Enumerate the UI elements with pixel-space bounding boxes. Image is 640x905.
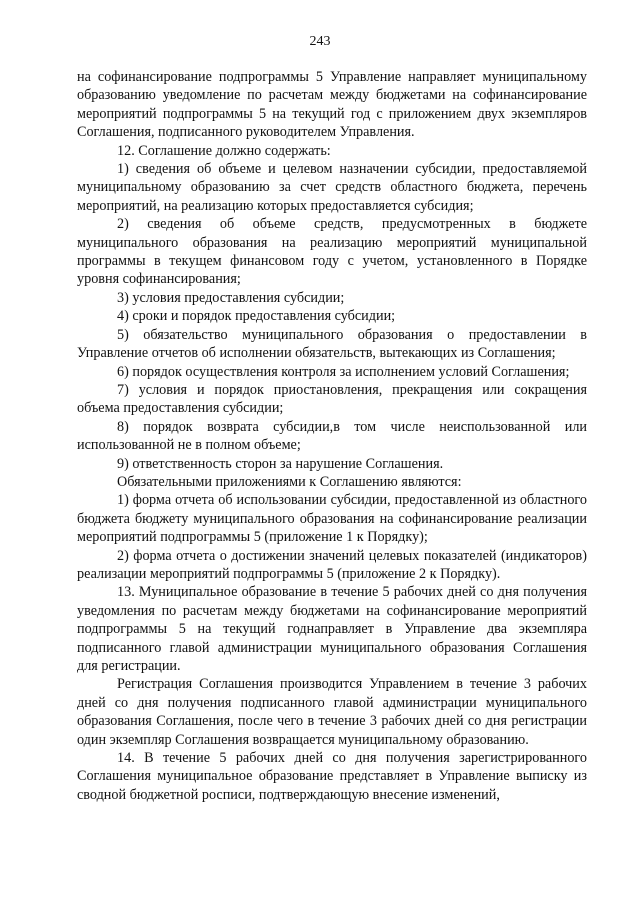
paragraph-item-14: 14. В течение 5 рабочих дней со дня получения зарегистрированного Соглашения муниципальное образование представляет в Управление выписку из сводной бюджетной росписи, подтверждающую внесение изменений, (77, 750, 587, 803)
paragraph-list-item: 7) условия и порядок приостановления, прекращения или сокращения объема предоставления субсидии; (77, 381, 587, 417)
paragraph-list-item: 9) ответственность сторон за нарушение Соглашения. (117, 455, 444, 472)
document-body (77, 68, 587, 804)
paragraph-list-item: 3) условия предоставления субсидии; (117, 289, 345, 306)
paragraph-list-item: 6) порядок осуществления контроля за исполнением условий Соглашения; (117, 363, 570, 380)
paragraph-list-item: 5) обязательство муниципального образования о предоставлении в Управление отчетов об исполнении обязательств, вытекающих из Соглашения; (77, 326, 587, 362)
paragraph-list-item: 1) сведения об объеме и целевом назначении субсидии, предоставляемой муниципальному образованию за счет средств областного бюджета, перечень мероприятий, на реализацию которых предоставляется субсидия; (77, 161, 587, 214)
paragraph-list-item: 2) сведения об объеме средств, предусмотренных в бюджете муниципального образования на реализацию мероприятий муниципальной программы в текущем финансовом году с учетом, установленного в Порядке уровня софинансирования; (77, 216, 587, 288)
paragraph-item-12-heading: 12. Соглашение должно содержать: (117, 142, 331, 159)
paragraph-list-item: 1) форма отчета об использовании субсидии, предоставленной из областного бюджета бюджету муниципального образования на софинансирование реализации мероприятий подпрограммы 5 (приложение 1 к Порядку); (77, 492, 587, 546)
paragraph-list-item: 8) порядок возврата субсидии,в том числе неиспользованной или использованной не в полном объеме; (77, 418, 587, 454)
page-number: 243 (309, 34, 331, 49)
paragraph-appendices-heading: Обязательными приложениями к Соглашению являются: (117, 473, 462, 490)
paragraph-list-item: 4) сроки и порядок предоставления субсидии; (117, 308, 396, 325)
paragraph-registration: Регистрация Соглашения производится Управлением в течение 3 рабочих дней со дня получения подписанного главой администрации муниципального образования Соглашения, после чего в течение 3 рабочих дней со дня регистрации один экземпляр Соглашения возвращается муниципальному образованию. (77, 676, 587, 748)
paragraph-item-13: 13. Муниципальное образование в течение 5 рабочих дней со дня получения уведомления по расчетам между бюджетами на софинансирование мероприятий подпрограммы 5 на текущий годнаправляет в Управление два экземпляра подписанного главой администрации муниципального образования Соглашения для регистрации. (77, 584, 587, 674)
paragraph-list-item: 2) форма отчета о достижении значений целевых показателей (индикаторов) реализации мероприятий подпрограммы 5 (приложение 2 к Порядку). (77, 547, 587, 582)
paragraph-continuation: на софинансирование подпрограммы 5 Управление направляет муниципальному образованию уведомление по расчетам между бюджетами на софинансирование мероприятий подпрограммы 5 на текущий год с приложением двух экземпляров Соглашения, подписанного руководителем Управления. (77, 69, 587, 141)
